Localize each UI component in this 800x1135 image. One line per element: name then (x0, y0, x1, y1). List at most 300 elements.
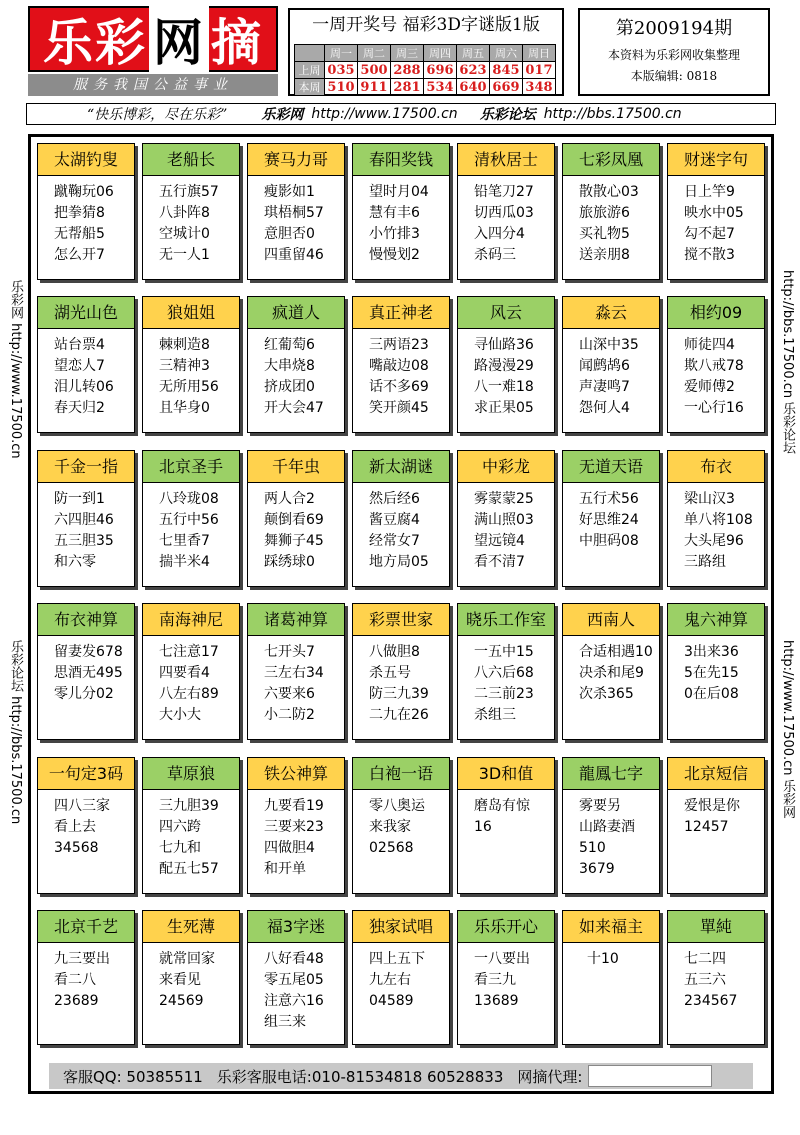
riddle-author: 南海神尼 (143, 604, 239, 636)
riddle-line: 九左右 (369, 972, 411, 988)
riddle-line: 三左右34 (264, 665, 324, 681)
draw-table (294, 44, 556, 96)
riddle-line: 02568 (369, 840, 414, 856)
riddle-line: 寻仙路36 (474, 337, 534, 353)
riddle-line: 和开单 (264, 861, 306, 877)
side-label-left-top: 乐彩网 http://www.17500.cn (8, 280, 23, 459)
riddle-line: 舞狮子45 (264, 533, 324, 549)
draw-number: 288 (391, 62, 424, 79)
riddle-lines (38, 943, 134, 1012)
riddle-card (457, 603, 555, 740)
draw-number: 696 (424, 62, 457, 79)
riddle-lines (563, 483, 659, 552)
riddle-card (457, 143, 555, 280)
riddle-card (352, 143, 450, 280)
riddle-line: 踩绣球0 (264, 554, 315, 570)
riddle-author: 北京圣手 (143, 451, 239, 483)
riddle-lines (248, 483, 344, 573)
riddle-card (142, 757, 240, 894)
riddle-lines (248, 329, 344, 419)
riddle-lines (563, 176, 659, 266)
riddle-card (142, 910, 240, 1045)
riddle-line: 山深中35 (579, 337, 639, 353)
riddle-line: 中胆码08 (579, 533, 639, 549)
riddle-line: 次杀365 (579, 686, 634, 702)
draw-number: 510 (325, 79, 358, 96)
riddle-line: 24569 (159, 993, 204, 1009)
riddle-card (562, 757, 660, 894)
riddle-lines (38, 483, 134, 573)
riddle-author: 财迷字句 (668, 144, 764, 176)
riddle-line: 笑开颜45 (369, 400, 429, 416)
riddle-line: 五三胆35 (54, 533, 114, 549)
riddle-lines (353, 943, 449, 1012)
riddle-line: 八做胆8 (369, 644, 420, 660)
riddle-author: 白袍一语 (353, 758, 449, 790)
riddle-line: 决杀和尾9 (579, 665, 644, 681)
riddle-line: 八六后68 (474, 665, 534, 681)
riddle-line: 二三前23 (474, 686, 534, 702)
riddle-line: 七九和 (159, 840, 201, 856)
logo-char-2: 彩 (95, 14, 147, 72)
riddle-card (667, 296, 765, 433)
draw-number: 845 (490, 62, 523, 79)
riddle-line: 慧有丰6 (369, 205, 420, 221)
riddle-line: 八左右89 (159, 686, 219, 702)
riddle-author: 风云 (458, 297, 554, 329)
riddle-line: 路漫漫29 (474, 358, 534, 374)
logo (28, 6, 278, 72)
riddle-line: 揣半米4 (159, 554, 210, 570)
logo-char-4: 摘 (211, 14, 263, 72)
riddle-line: 把拳猜8 (54, 205, 105, 221)
customer-phone: 乐彩客服电话:010-81534818 60528833 (216, 1067, 504, 1086)
riddle-line: 意胆否0 (264, 226, 315, 242)
riddle-card (352, 757, 450, 894)
riddle-line: 就常回家 (159, 951, 215, 967)
riddle-lines (353, 790, 449, 859)
site-name: 乐彩网 (261, 107, 304, 123)
riddle-lines (248, 176, 344, 266)
riddle-line: 六四胆46 (54, 512, 114, 528)
riddle-lines (353, 176, 449, 266)
riddle-author: 千年虫 (248, 451, 344, 483)
riddle-line: 八玲珑08 (159, 491, 219, 507)
riddle-line: 满山照03 (474, 512, 534, 528)
riddle-line: 5在先15 (684, 665, 739, 681)
riddle-card (142, 296, 240, 433)
side-label-right-top: http://bbs.17500.cn 乐彩论坛 (780, 270, 795, 455)
riddle-card (352, 603, 450, 740)
riddle-line: 春天归2 (54, 400, 105, 416)
riddle-lines (668, 790, 764, 838)
riddle-author: 春阳奖钱 (353, 144, 449, 176)
day-header: 周二 (358, 45, 391, 62)
riddle-line: 16 (474, 819, 492, 835)
riddle-author: 诸葛神算 (248, 604, 344, 636)
draw-results-box (288, 8, 564, 96)
riddle-line: 一心行16 (684, 400, 744, 416)
riddle-line: 防一到1 (54, 491, 105, 507)
riddle-lines (458, 176, 554, 266)
riddle-line: 大头尾96 (684, 533, 744, 549)
riddle-line: 欺八戒78 (684, 358, 744, 374)
agent-label: 网摘代理: (517, 1067, 583, 1086)
riddle-author: 一句定3码 (38, 758, 134, 790)
riddle-author: 淼云 (563, 297, 659, 329)
riddle-line: 无所用56 (159, 379, 219, 395)
riddle-card (667, 603, 765, 740)
riddle-line: 三九胆39 (159, 798, 219, 814)
riddle-card (562, 296, 660, 433)
riddle-lines (458, 329, 554, 419)
riddle-line: 旅旅游6 (579, 205, 630, 221)
riddle-line: 话不多69 (369, 379, 429, 395)
riddle-author: 鬼六神算 (668, 604, 764, 636)
riddle-line: 入四分4 (474, 226, 525, 242)
riddle-lines (563, 790, 659, 880)
riddle-line: 散散心03 (579, 184, 639, 200)
riddle-lines (248, 636, 344, 726)
riddle-line: 小竹排3 (369, 226, 420, 242)
riddle-line: 嘴敲边08 (369, 358, 429, 374)
riddle-card (142, 143, 240, 280)
riddle-line: 八一难18 (474, 379, 534, 395)
riddle-line: 望远镜4 (474, 533, 525, 549)
riddle-card (142, 450, 240, 587)
riddle-line: 闻鹧鸪6 (579, 358, 630, 374)
riddle-line: 一八要出 (474, 951, 530, 967)
draw-number: 911 (358, 79, 391, 96)
forum-name: 乐彩论坛 (479, 107, 536, 123)
riddle-line: 山路妻酒 (579, 819, 635, 835)
riddle-line: 经常女7 (369, 533, 420, 549)
riddle-author: 老船长 (143, 144, 239, 176)
side-label-right-bottom: http://www.17500.cn 乐彩网 (780, 640, 795, 819)
agent-field[interactable] (588, 1065, 712, 1087)
customer-qq: 客服QQ: 50385511 (63, 1067, 203, 1086)
riddle-line: 搅不散3 (684, 247, 735, 263)
riddle-lines (563, 329, 659, 419)
riddle-lines (248, 790, 344, 880)
issue-number: 第2009194期 (615, 18, 733, 39)
riddle-line: 七里香7 (159, 533, 210, 549)
riddle-line: 零八奥运 (369, 798, 425, 814)
riddle-line: 四重留46 (264, 247, 324, 263)
source-note: 本资料为乐彩网收集整理 (607, 48, 740, 62)
riddle-lines (38, 790, 134, 859)
riddle-line: 看三九 (474, 972, 516, 988)
riddle-line: 无帮船5 (54, 226, 105, 242)
this-week-label: 本周 (295, 79, 325, 96)
riddle-author: 單純 (668, 911, 764, 943)
riddle-card (37, 603, 135, 740)
riddle-author: 狼姐姐 (143, 297, 239, 329)
riddle-line: 五三六 (684, 972, 726, 988)
riddle-line: 送亲朋8 (579, 247, 630, 263)
riddle-author: 相约09 (668, 297, 764, 329)
day-header: 周五 (457, 45, 490, 62)
riddle-line: 磨岛有惊 (474, 798, 530, 814)
riddle-author: 无道天语 (563, 451, 659, 483)
riddle-line: 然后经6 (369, 491, 420, 507)
riddle-lines (563, 943, 659, 970)
riddle-line: 泪儿转06 (54, 379, 114, 395)
riddle-card (457, 910, 555, 1045)
riddle-line: 四八三家 (54, 798, 110, 814)
riddle-line: 大小大 (159, 707, 201, 723)
riddle-line: 五行中56 (159, 512, 219, 528)
riddle-line: 挤成团0 (264, 379, 315, 395)
day-header: 周六 (490, 45, 523, 62)
riddle-line: 红葡萄6 (264, 337, 315, 353)
riddle-card (352, 450, 450, 587)
riddle-card (562, 143, 660, 280)
day-header: 周日 (523, 45, 556, 62)
draw-number: 534 (424, 79, 457, 96)
riddle-line: 勾不起7 (684, 226, 735, 242)
riddle-author: 清秋居士 (458, 144, 554, 176)
riddle-author: 西南人 (563, 604, 659, 636)
riddle-line: 配五七57 (159, 861, 219, 877)
riddle-line: 无一人1 (159, 247, 210, 263)
riddle-line: 零儿分02 (54, 686, 114, 702)
riddle-line: 单八将108 (684, 512, 753, 528)
riddle-lines (458, 636, 554, 726)
footer-bar (49, 1063, 753, 1089)
riddle-card (37, 296, 135, 433)
riddle-line: 看不清7 (474, 554, 525, 570)
logo-char-1: 乐 (43, 14, 95, 72)
riddle-author: 生死薄 (143, 911, 239, 943)
riddle-card (37, 450, 135, 587)
riddle-line: 两人合2 (264, 491, 315, 507)
riddle-line: 铅笔刀27 (474, 184, 534, 200)
motto-quote: “快乐博彩，尽在乐彩” (87, 107, 228, 123)
draw-number: 017 (523, 62, 556, 79)
riddle-author: 布衣神算 (38, 604, 134, 636)
riddle-line: 十10 (587, 951, 619, 967)
logo-char-3: 网 (149, 3, 209, 75)
riddle-line: 3679 (579, 861, 615, 877)
day-header: 周四 (424, 45, 457, 62)
riddle-card (247, 450, 345, 587)
draw-number: 348 (523, 79, 556, 96)
riddle-lines (563, 636, 659, 705)
riddle-line: 日上竿9 (684, 184, 735, 200)
riddle-card (667, 757, 765, 894)
riddle-lines (143, 483, 239, 573)
riddle-author: 3D和值 (458, 758, 554, 790)
day-header: 周三 (391, 45, 424, 62)
riddle-lines (143, 329, 239, 419)
riddle-grid (28, 134, 774, 1094)
riddle-card (37, 910, 135, 1045)
riddle-line: 且华身0 (159, 400, 210, 416)
riddle-line: 六要来6 (264, 686, 315, 702)
riddle-line: 杀码三 (474, 247, 516, 263)
riddle-line: 三两语23 (369, 337, 429, 353)
riddle-line: 地方局05 (369, 554, 429, 570)
riddle-lines (143, 636, 239, 726)
riddle-line: 九三要出 (54, 951, 110, 967)
riddle-line: 一五中15 (474, 644, 534, 660)
riddle-card (562, 910, 660, 1045)
riddle-line: 怎么开7 (54, 247, 105, 263)
riddle-line: 留妻发678 (54, 644, 123, 660)
riddle-author: 如来福主 (563, 911, 659, 943)
riddle-line: 23689 (54, 993, 99, 1009)
riddle-card (142, 603, 240, 740)
riddle-line: 五行术56 (579, 491, 639, 507)
riddle-line: 爱恨是你 (684, 798, 740, 814)
riddle-card (457, 757, 555, 894)
riddle-line: 三路组 (684, 554, 726, 570)
motto-bar (26, 103, 776, 125)
draw-number: 623 (457, 62, 490, 79)
riddle-card (562, 603, 660, 740)
draw-number: 640 (457, 79, 490, 96)
editor-note: 本版编辑: 0818 (630, 69, 718, 83)
riddle-line: 棘刺造8 (159, 337, 210, 353)
riddle-line: 来看见 (159, 972, 201, 988)
riddle-author: 七彩凤凰 (563, 144, 659, 176)
riddle-card (352, 910, 450, 1045)
riddle-author: 湖光山色 (38, 297, 134, 329)
riddle-line: 234567 (684, 993, 738, 1009)
riddle-line: 防三九39 (369, 686, 429, 702)
riddle-line: 爱师傅2 (684, 379, 735, 395)
riddle-line: 酱豆腐4 (369, 512, 420, 528)
riddle-author: 铁公神算 (248, 758, 344, 790)
day-header: 周一 (325, 45, 358, 62)
riddle-lines (668, 483, 764, 573)
riddle-author: 彩票世家 (353, 604, 449, 636)
riddle-lines (458, 943, 554, 1012)
riddle-line: 开大会47 (264, 400, 324, 416)
riddle-author: 千金一指 (38, 451, 134, 483)
riddle-author: 独家试唱 (353, 911, 449, 943)
riddle-line: 八卦阵8 (159, 205, 210, 221)
riddle-author: 新太湖谜 (353, 451, 449, 483)
site-url[interactable]: http://www.17500.cn (311, 106, 458, 122)
riddle-line: 看上去 (54, 819, 96, 835)
riddle-author: 草原狼 (143, 758, 239, 790)
riddle-card (562, 450, 660, 587)
riddle-line: 四六跨 (159, 819, 201, 835)
riddle-line: 慢慢划2 (369, 247, 420, 263)
riddle-line: 13689 (474, 993, 519, 1009)
riddle-lines (353, 636, 449, 726)
riddle-line: 望恋人7 (54, 358, 105, 374)
riddle-card (352, 296, 450, 433)
riddle-line: 七二四 (684, 951, 726, 967)
riddle-card (37, 757, 135, 894)
side-label-left-bottom: 乐彩论坛 http://bbs.17500.cn (8, 640, 23, 825)
issue-box (578, 8, 770, 96)
riddle-line: 小二防2 (264, 707, 315, 723)
riddle-author: 赛马力哥 (248, 144, 344, 176)
riddle-line: 四上五下 (369, 951, 425, 967)
riddle-line: 空城计0 (159, 226, 210, 242)
riddle-card (247, 603, 345, 740)
riddle-author: 疯道人 (248, 297, 344, 329)
riddle-line: 雾要另 (579, 798, 621, 814)
riddle-card (667, 143, 765, 280)
riddle-author: 太湖钓叟 (38, 144, 134, 176)
riddle-lines (143, 176, 239, 266)
riddle-line: 切西瓜03 (474, 205, 534, 221)
riddle-line: 八好看48 (264, 951, 324, 967)
riddle-lines (143, 790, 239, 880)
riddle-card (667, 910, 765, 1045)
last-week-label: 上周 (295, 62, 325, 79)
riddle-lines (38, 176, 134, 266)
riddle-line: 零五尾05 (264, 972, 324, 988)
riddle-line: 好思维24 (579, 512, 639, 528)
riddle-lines (248, 943, 344, 1033)
riddle-author: 真正神老 (353, 297, 449, 329)
riddle-line: 蹴鞠玩06 (54, 184, 114, 200)
riddle-line: 思酒无495 (54, 665, 123, 681)
riddle-line: 0在后08 (684, 686, 739, 702)
riddle-lines (353, 329, 449, 419)
riddle-author: 布衣 (668, 451, 764, 483)
riddle-line: 三精神3 (159, 358, 210, 374)
riddle-lines (458, 483, 554, 573)
riddle-line: 注意六16 (264, 993, 324, 1009)
riddle-line: 看二八 (54, 972, 96, 988)
riddle-card (247, 296, 345, 433)
riddle-line: 四要看4 (159, 665, 210, 681)
riddle-line: 怨何人4 (579, 400, 630, 416)
riddle-line: 梁山汉3 (684, 491, 735, 507)
riddle-lines (353, 483, 449, 573)
draw-title: 一周开奖号 福彩3D字谜版1版 (312, 15, 540, 35)
riddle-author: 中彩龙 (458, 451, 554, 483)
riddle-line: 34568 (54, 840, 99, 856)
riddle-card (247, 910, 345, 1045)
riddle-line: 3出来36 (684, 644, 739, 660)
riddle-line: 声凄鸣7 (579, 379, 630, 395)
riddle-line: 七注意17 (159, 644, 219, 660)
draw-number: 281 (391, 79, 424, 96)
riddle-lines (38, 329, 134, 419)
riddle-card (247, 143, 345, 280)
riddle-author: 乐乐开心 (458, 911, 554, 943)
riddle-line: 师徒四4 (684, 337, 735, 353)
riddle-line: 买礼物5 (579, 226, 630, 242)
riddle-lines (458, 790, 554, 838)
riddle-line: 杀组三 (474, 707, 516, 723)
riddle-lines (143, 943, 239, 1012)
riddle-line: 颠倒看69 (264, 512, 324, 528)
riddle-line: 七开头7 (264, 644, 315, 660)
riddle-line: 组三来 (264, 1014, 306, 1030)
riddle-author: 龍鳳七字 (563, 758, 659, 790)
riddle-line: 瘦影如1 (264, 184, 315, 200)
slogan: 服务我国公益事业 (28, 74, 278, 96)
forum-url[interactable]: http://bbs.17500.cn (543, 106, 682, 122)
riddle-lines (668, 943, 764, 1012)
riddle-card (37, 143, 135, 280)
riddle-line: 12457 (684, 819, 729, 835)
riddle-line: 合适相遇10 (579, 644, 653, 660)
riddle-author: 福3字迷 (248, 911, 344, 943)
draw-number: 669 (490, 79, 523, 96)
riddle-author: 北京短信 (668, 758, 764, 790)
riddle-line: 站台票4 (54, 337, 105, 353)
